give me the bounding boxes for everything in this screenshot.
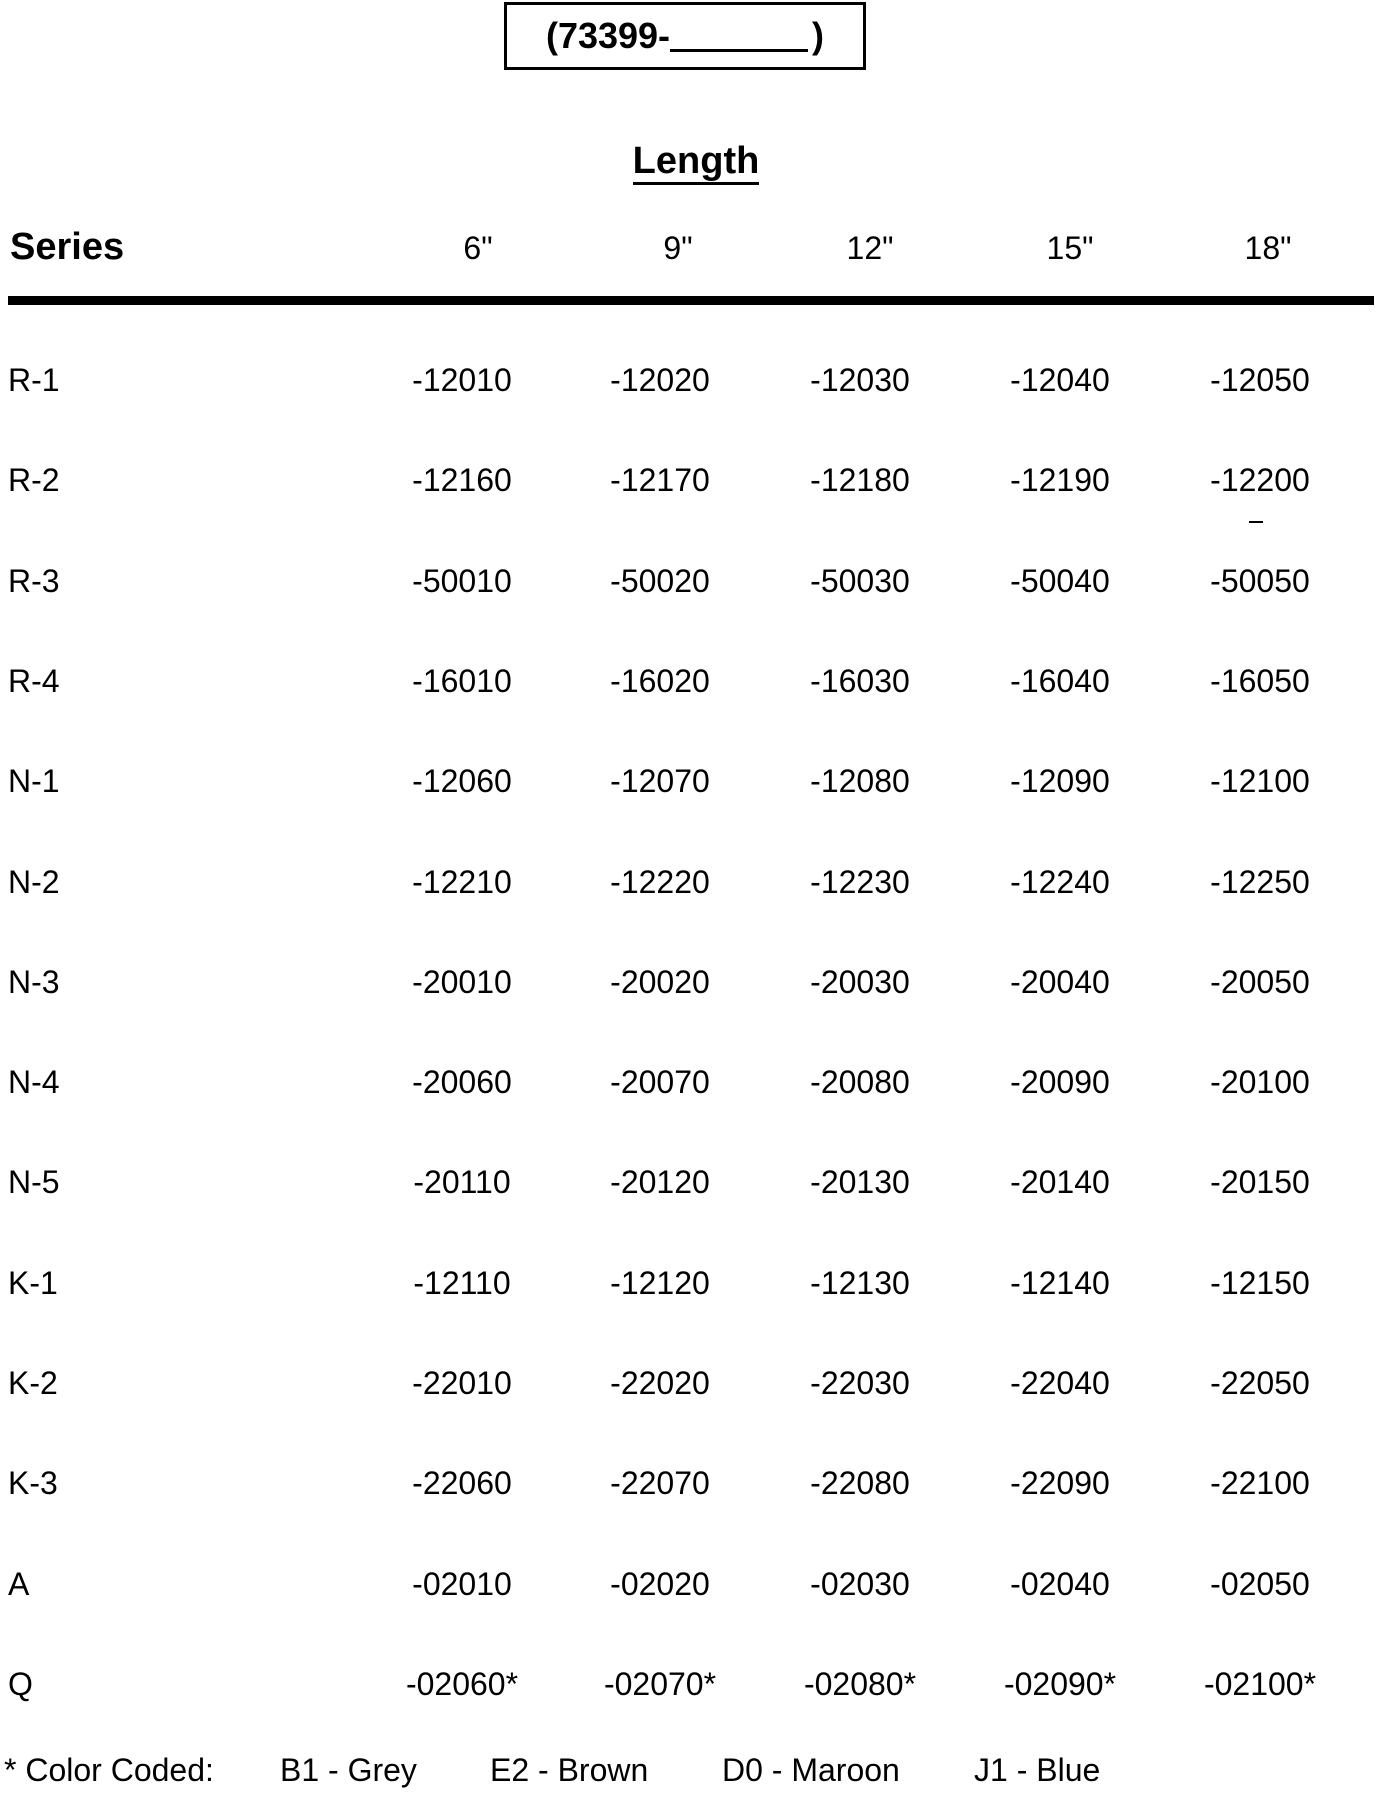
part-number-cell: -12200 <box>1210 462 1310 498</box>
part-number-cell: -50040 <box>1010 563 1110 599</box>
series-label: A <box>8 1566 30 1602</box>
color-code-blue: J1 - Blue <box>974 1752 1101 1788</box>
series-column-header: Series <box>10 226 125 268</box>
part-number-cell: -50010 <box>412 563 512 599</box>
series-label: R-4 <box>8 663 60 699</box>
series-label: R-2 <box>8 462 60 498</box>
part-number-cell: -20090 <box>1010 1064 1110 1100</box>
part-number-cell: -20140 <box>1010 1164 1110 1200</box>
part-number-cell: -22020 <box>610 1365 710 1401</box>
table-row <box>0 854 1392 914</box>
part-number-cell: -12160 <box>412 462 512 498</box>
part-number-cell: -12250 <box>1210 864 1310 900</box>
column-header-15in: 15" <box>1046 230 1094 266</box>
part-number-cell: -20110 <box>413 1164 511 1200</box>
header-rule <box>8 296 1374 305</box>
part-number-cell: -22080 <box>810 1465 910 1501</box>
series-label: R-1 <box>8 362 60 398</box>
part-number-cell: -12020 <box>610 362 710 398</box>
part-number-suffix: ) <box>812 15 825 56</box>
part-number-cell: -20120 <box>610 1164 710 1200</box>
part-number-cell: -20030 <box>810 964 910 1000</box>
column-header-9in: 9" <box>663 230 693 266</box>
series-label: K-2 <box>8 1365 58 1401</box>
part-number-cell: -12210 <box>412 864 512 900</box>
color-code-maroon: D0 - Maroon <box>722 1752 900 1788</box>
part-number-cell: -22060 <box>412 1465 512 1501</box>
part-number-cell: -12060 <box>412 763 512 799</box>
part-number-cell: -20010 <box>412 964 512 1000</box>
part-number-cell: -12030 <box>810 362 910 398</box>
part-number-cell: -16040 <box>1010 663 1110 699</box>
part-number-cell: -50020 <box>610 563 710 599</box>
part-number-cell: -20020 <box>610 964 710 1000</box>
part-number-cell: -20100 <box>1210 1064 1310 1100</box>
part-number-cell: -12190 <box>1010 462 1110 498</box>
part-number-cell: -22090 <box>1010 1465 1110 1501</box>
part-number-cell: -02080* <box>803 1666 917 1702</box>
part-number-cell: -20050 <box>1210 964 1310 1000</box>
part-number-cell: -16020 <box>610 663 710 699</box>
part-number-cell: -12230 <box>810 864 910 900</box>
series-label: K-1 <box>8 1265 58 1301</box>
part-number-cell: -02100* <box>1203 1666 1317 1702</box>
part-number-cell: -22030 <box>810 1365 910 1401</box>
part-number-cell: -20040 <box>1010 964 1110 1000</box>
footnote-label: * Color Coded: <box>4 1752 214 1788</box>
part-number-cell: -22100 <box>1210 1465 1310 1501</box>
part-number-cell: -20080 <box>810 1064 910 1100</box>
part-number-cell: -12110 <box>413 1265 511 1301</box>
part-number-cell: -16030 <box>810 663 910 699</box>
stray-dash-mark <box>1249 521 1263 523</box>
part-number-cell: -12240 <box>1010 864 1110 900</box>
table-row <box>0 1054 1392 1114</box>
part-number-cell: -12040 <box>1010 362 1110 398</box>
table-row <box>0 753 1392 813</box>
part-number-cell: -22040 <box>1010 1365 1110 1401</box>
column-header-6in: 6" <box>463 230 493 266</box>
part-number-cell: -20060 <box>412 1064 512 1100</box>
series-label: N-1 <box>8 763 60 799</box>
series-label: N-5 <box>8 1164 60 1200</box>
part-number-cell: -20150 <box>1210 1164 1310 1200</box>
length-title <box>0 140 1392 185</box>
part-number-cell: -50030 <box>810 563 910 599</box>
part-number-cell: -20070 <box>610 1064 710 1100</box>
table-row <box>0 352 1392 412</box>
table-row <box>0 452 1392 512</box>
table-row <box>0 1355 1392 1415</box>
table-row <box>0 653 1392 713</box>
table-row <box>0 1656 1392 1716</box>
series-label: K-3 <box>8 1465 58 1501</box>
part-number-cell: -12090 <box>1010 763 1110 799</box>
part-number-cell: -22010 <box>412 1365 512 1401</box>
part-number-cell: -02090* <box>1003 1666 1117 1702</box>
part-number-cell: -12080 <box>810 763 910 799</box>
part-number-cell: -50050 <box>1210 563 1310 599</box>
series-label: N-2 <box>8 864 60 900</box>
table-row <box>0 1154 1392 1214</box>
color-code-brown: E2 - Brown <box>490 1752 649 1788</box>
part-number-box <box>504 2 866 70</box>
part-number-cell: -12010 <box>412 362 512 398</box>
part-number-cell: -12050 <box>1210 362 1310 398</box>
length-title-text: Length <box>633 142 760 185</box>
column-header-12in: 12" <box>846 230 894 266</box>
part-number-cell: -12100 <box>1210 763 1310 799</box>
part-number-prefix: (73399- <box>545 15 671 56</box>
table-row <box>0 1556 1392 1616</box>
part-number-cell: -12130 <box>810 1265 910 1301</box>
part-number-cell: -12170 <box>610 462 710 498</box>
table-row <box>0 1255 1392 1315</box>
series-label: R-3 <box>8 563 60 599</box>
part-number-cell: -02060* <box>405 1666 519 1702</box>
part-number-cell: -02020 <box>610 1566 710 1602</box>
part-number-cell: -02070* <box>603 1666 717 1702</box>
part-number-cell: -02050 <box>1210 1566 1310 1602</box>
part-number-cell: -16010 <box>412 663 512 699</box>
part-number-cell: -02030 <box>810 1566 910 1602</box>
series-label: N-3 <box>8 964 60 1000</box>
table-row <box>0 1455 1392 1515</box>
part-number-cell: -22050 <box>1210 1365 1310 1401</box>
part-number-cell: -12140 <box>1010 1265 1110 1301</box>
table-row <box>0 553 1392 613</box>
part-number-cell: -16050 <box>1210 663 1310 699</box>
part-number-cell: -12180 <box>810 462 910 498</box>
part-number-cell: -02040 <box>1010 1566 1110 1602</box>
table-row <box>0 954 1392 1014</box>
column-header-18in: 18" <box>1244 230 1292 266</box>
series-label: Q <box>8 1666 33 1702</box>
part-number-cell: -12120 <box>610 1265 710 1301</box>
part-number-blank <box>670 21 808 52</box>
part-number-cell: -20130 <box>810 1164 910 1200</box>
part-number-cell: -12070 <box>610 763 710 799</box>
series-label: N-4 <box>8 1064 60 1100</box>
part-number-cell: -22070 <box>610 1465 710 1501</box>
part-number-cell: -12220 <box>610 864 710 900</box>
part-number-cell: -12150 <box>1210 1265 1310 1301</box>
color-code-grey: B1 - Grey <box>280 1752 417 1788</box>
part-number-cell: -02010 <box>412 1566 512 1602</box>
